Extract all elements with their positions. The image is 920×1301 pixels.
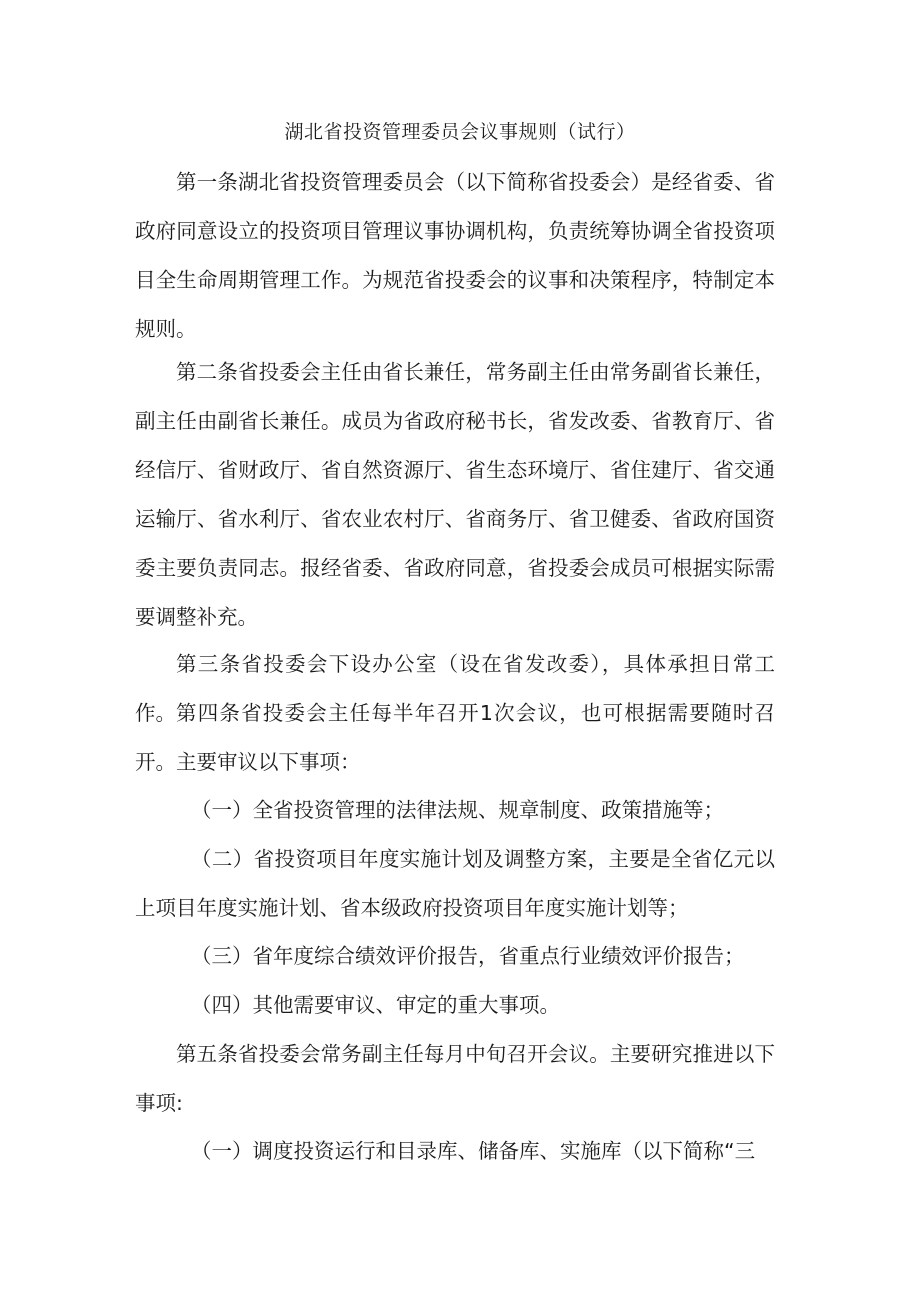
article-4-item-3: （三）省年度综合绩效评价报告，省重点行业绩效评价报告； (191, 944, 745, 968)
article-4-paragraph: 第四条省投委会主任每半年召开1次会议，也可根据需要随时召开。主要审议以下事项： (135, 701, 775, 774)
article-5-item-1: （一）调度投资运行和目录库、储备库、实施库（以下简称“三 (191, 1139, 756, 1163)
article-4-item-1: （一）全省投资管理的法律法规、规章制度、政策措施等； (191, 798, 724, 822)
document-title: 湖北省投资管理委员会议事规则（试行） (284, 121, 636, 143)
article-4-item-2: （二）省投资项目年度实施计划及调整方案，主要是全省亿元以上项目年度实施计划、省本级政府投资项目年度实施计划等； (135, 847, 775, 920)
article-4-item-4: （四）其他需要审议、审定的重大事项。 (191, 993, 560, 1017)
article-3-paragraph: 第三条省投委会下设办公室（设在省发改委），具体承担日常工作。 (135, 652, 775, 725)
article-5-paragraph: 第五条省投委会常务副主任每月中旬召开会议。主要研究推进以下事项: (135, 1042, 775, 1115)
article-1-paragraph: 第一条湖北省投资管理委员会（以下简称省投委会）是经省委、省政府同意设立的投资项目管理议事协调机构，负责统筹协调全省投资项目全生命周期管理工作。为规范省投委会的议事和决策程序，特制定本规则。 (135, 170, 775, 341)
article-2-paragraph: 第二条省投委会主任由省长兼任，常务副主任由常务副省长兼任，副主任由副省长兼任。成员为省政府秘书长，省发改委、省教育厅、省经信厅、省财政厅、省自然资源厅、省生态环境厅、省住建厅、省交通运输厅、省水利厅、省农业农村厅、省商务厅、省卫健委、省政府国资委主要负责同志。报经省委、省政府同意，省投委会成员可根据实际需要调整补充。 (135, 360, 775, 629)
